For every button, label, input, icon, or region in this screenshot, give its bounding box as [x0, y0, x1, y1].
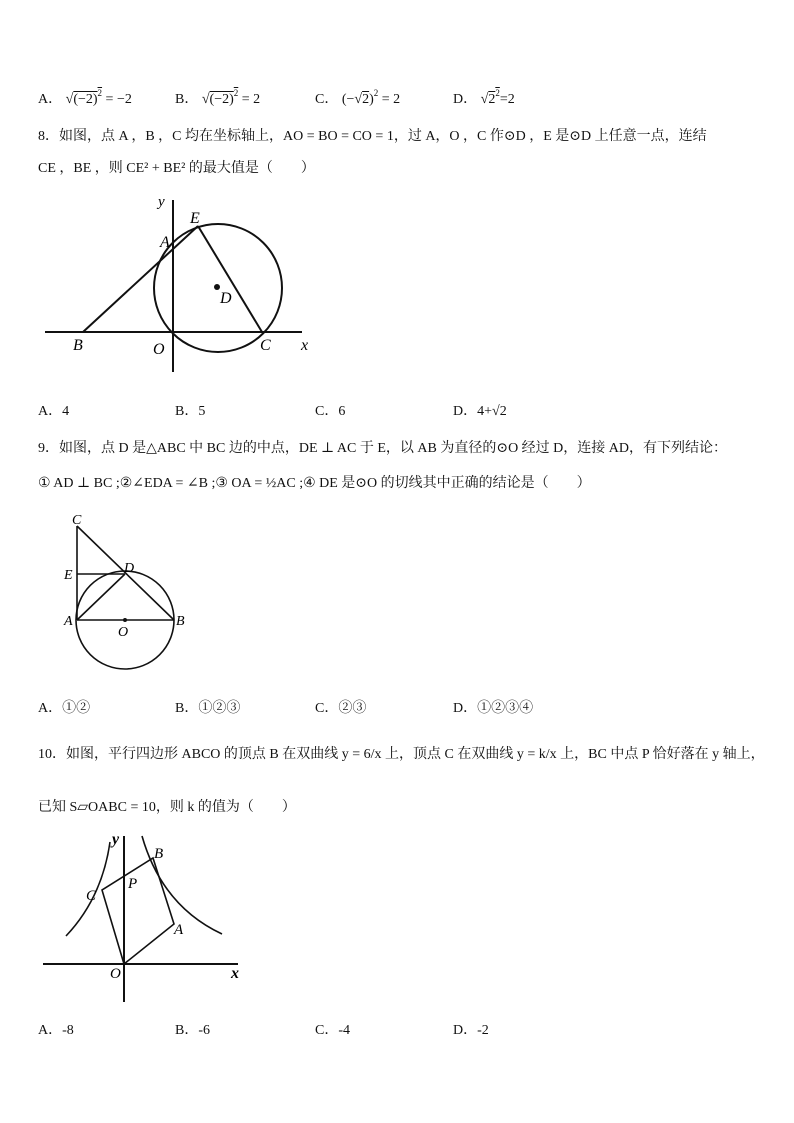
- q10-label-b: B: [154, 846, 164, 862]
- q9-center-dot: [123, 618, 127, 622]
- q10-option-a: A．-8: [38, 1023, 74, 1038]
- q7-option-a: A． $√(-2)^2 = -2$: [38, 88, 132, 107]
- q10-label-p: P: [128, 876, 138, 892]
- q8-figure: [40, 190, 330, 380]
- q9-option-b: B．①②③: [175, 701, 241, 716]
- q8-label-x: x: [301, 337, 309, 354]
- q9-option-a: A．①②: [38, 701, 91, 716]
- q10-label-c: C: [86, 888, 97, 904]
- q8-label-e: E: [190, 210, 200, 227]
- q8-label-o: O: [153, 341, 165, 358]
- q8-option-a: A．4: [38, 404, 70, 419]
- q10-option-b: B．-6: [175, 1023, 211, 1038]
- q10-parallelogram-oabc: [102, 858, 174, 964]
- q8-option-d: D．4+√2: [453, 404, 507, 419]
- q7-option-c: C． $(-√2)^2 = 2$: [315, 88, 401, 107]
- q9-figure: [58, 510, 198, 675]
- q9-option-c: C．②③: [315, 701, 367, 716]
- q9-label-d: D: [124, 561, 135, 576]
- q10-option-d: D．-2: [453, 1023, 489, 1038]
- q8-stem-line2: CE ，BE ，则 CE² + BE² 的最大值是（ ）: [38, 161, 315, 176]
- q8-segment-be: [83, 226, 198, 332]
- q9-stem-line2: ① AD ⊥ BC ;②∠EDA = ∠B ;③ OA = ½AC ;④ DE 是⊙O 的切线其中正确的结论是（ ）: [38, 476, 591, 491]
- q9-label-e: E: [64, 568, 73, 583]
- q7-option-b: B． $√(-2)^2 = 2$: [175, 88, 261, 107]
- q8-stem-line1: 8．如图，点 A ，B ，C 均在坐标轴上，AO = BO = CO = 1，过 A，O ，C 作⊙D ，E 是⊙D 上任意一点，连结: [38, 129, 707, 144]
- q9-segment-ad: [77, 574, 125, 620]
- q9-label-a: A: [64, 614, 73, 629]
- q9-label-o: O: [118, 625, 129, 640]
- q9-stem-line1: 9．如图，点 D 是△ABC 中 BC 边的中点，DE ⊥ AC 于 E，以 AB 为直径的⊙O 经过 D，连接 AD，有下列结论：: [38, 441, 728, 456]
- q8-label-d: D: [220, 290, 232, 307]
- q10-label-a: A: [174, 922, 184, 938]
- q9-option-d: D．①②③④: [453, 701, 534, 716]
- q9-label-c: C: [72, 513, 82, 528]
- q8-segment-ce: [198, 226, 262, 332]
- q10-label-y: y: [112, 831, 120, 848]
- q8-label-a: A: [160, 234, 170, 251]
- q8-label-b: B: [73, 337, 83, 354]
- q8-label-y: y: [158, 194, 165, 210]
- q7-option-d: D． $√2^2=2$: [453, 88, 515, 107]
- q10-figure: [38, 828, 268, 1006]
- q10-label-x: x: [231, 965, 239, 982]
- q8-option-b: B．5: [175, 404, 206, 419]
- q10-stem-line2: 已知 S▱OABC = 10，则 k 的值为（ ）: [38, 800, 296, 815]
- q10-stem-line1: 10．如图，平行四边形 ABCO 的顶点 B 在双曲线 y = 6/x 上，顶点 C 在双曲线 y = k/x 上，BC 中点 P 恰好落在 y 轴上，: [38, 747, 765, 762]
- q8-label-c: C: [260, 337, 271, 354]
- q10-option-c: C．-4: [315, 1023, 351, 1038]
- q8-option-c: C．6: [315, 404, 346, 419]
- q10-label-o: O: [110, 966, 121, 982]
- q9-label-b: B: [176, 614, 185, 629]
